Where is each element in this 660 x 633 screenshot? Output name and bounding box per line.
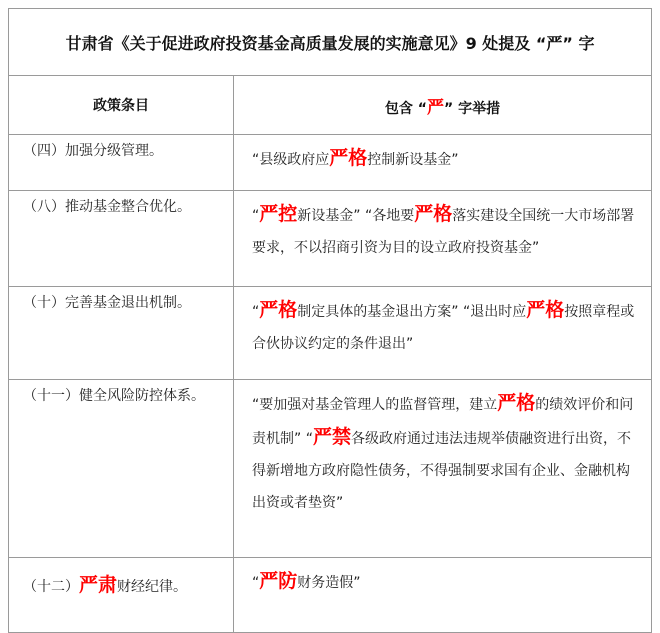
header-text-before: 包含 “ [384, 100, 427, 117]
measure-text: 各级政府通过违法违规举债融资进行出资，不得新增地方政府隐性债务，不得强制要求国有企业、金融机构出资或者垫资” [252, 431, 631, 511]
emphasis-term: 严格 [526, 299, 565, 321]
measure-text: “ [252, 575, 260, 591]
emphasis-term: 严禁 [312, 426, 351, 448]
emphasis-term: 严防 [259, 570, 298, 592]
policy-item-cell: （十一）健全风险防控体系。 [9, 380, 234, 558]
measure-cell [234, 558, 652, 633]
emphasis-term: 严控 [259, 203, 298, 225]
policy-item-cell [9, 558, 234, 633]
policy-table-container [8, 8, 651, 598]
column-header-measures [234, 76, 652, 135]
measure-text: “县级政府应 [252, 152, 330, 168]
emphasis-term: 严格 [329, 147, 368, 169]
table-row [9, 558, 652, 633]
measure-text: 新设基金” “各地要 [297, 208, 415, 224]
policy-item-cell: （八）推动基金整合优化。 [9, 191, 234, 287]
measure-cell [234, 135, 652, 191]
measure-text: “ [252, 208, 260, 224]
emphasis-term: 严格 [414, 203, 453, 225]
measure-text: 财务造假” [297, 575, 361, 591]
policy-item-cell: （四）加强分级管理。 [9, 135, 234, 191]
table-row [9, 380, 652, 558]
measure-text: 制定具体的基金退出方案” “退出时应 [297, 304, 527, 320]
measure-text: 落实建设全国统一大市场部署要求，不以招商引资为目的设立政府投资基金” [252, 208, 635, 256]
table-title: 甘肃省《关于促进政府投资基金高质量发展的实施意见》9 处提及 “严” 字 [9, 9, 652, 76]
emphasis-term: 严格 [497, 392, 536, 414]
measure-cell [234, 380, 652, 558]
measure-text: 的绩效评价和问责机制” “ [252, 397, 634, 447]
measure-text: 按照章程或合伙协议约定的条件退出” [252, 304, 635, 352]
measure-text: “要加强对基金管理人的监督管理，建立 [252, 397, 498, 413]
table-row [9, 287, 652, 380]
table-row [9, 135, 652, 191]
policy-item-cell: （十）完善基金退出机制。 [9, 287, 234, 380]
measure-cell [234, 287, 652, 380]
measure-text: 控制新设基金” [367, 152, 459, 168]
header-emphasis-char: 严 [427, 97, 444, 118]
header-text-after: ” 字举措 [444, 100, 501, 117]
policy-item-suffix: 财经纪律。 [117, 579, 188, 595]
column-header-policy-item: 政策条目 [9, 76, 234, 135]
measure-text: “ [252, 304, 260, 320]
policy-item-emphasis: 严肃 [79, 574, 118, 596]
table-row [9, 191, 652, 287]
emphasis-term: 严格 [259, 299, 298, 321]
measure-cell [234, 191, 652, 287]
policy-item-prefix: （十二） [23, 579, 79, 595]
policy-table [8, 8, 652, 633]
